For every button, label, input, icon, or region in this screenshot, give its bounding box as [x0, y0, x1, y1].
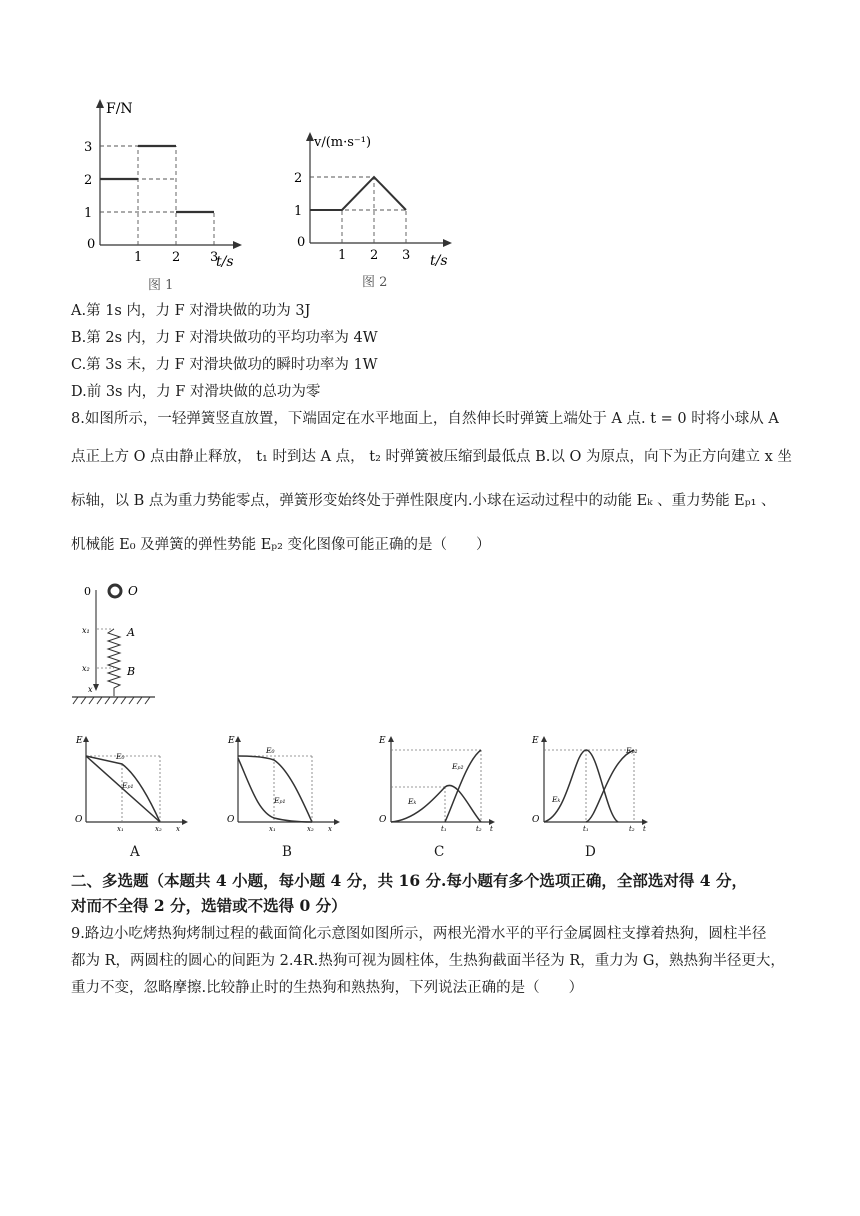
option-graph-d-label: D — [585, 844, 596, 860]
svg-text:A: A — [127, 626, 135, 639]
svg-text:E: E — [379, 736, 386, 746]
fig2-y-axis-label: v/(m·s⁻¹) — [314, 135, 372, 150]
option-graph-b — [224, 730, 344, 838]
fig2-origin: 0 — [297, 235, 306, 250]
svg-text:t₂: t₂ — [629, 825, 635, 833]
fig2-caption: 图 2 — [362, 275, 388, 290]
svg-text:x₁: x₁ — [82, 626, 90, 635]
svg-text:x₁: x₁ — [117, 825, 124, 833]
option-graph-a-label: A — [130, 844, 140, 860]
q8-text-line-3: 标轴，以 B 点为重力势能零点，弹簧形变始终处于弹性限度内.小球在运动过程中的动能 Eₖ 、重力势能 Eₚ₁ 、 — [71, 493, 776, 509]
fig1-y-axis-label: F/N — [106, 101, 133, 117]
x-tick-3: 3 — [210, 250, 219, 265]
x-tick-2: 2 — [172, 250, 181, 265]
q8-text-line-2: 点正上方 O 点由静止释放， t₁ 时到达 A 点， t₂ 时弹簧被压缩到最低点 B.以 O 为原点，向下为正方向建立 x 坐 — [71, 449, 792, 465]
svg-text:O: O — [227, 815, 235, 825]
section-2-heading-line-2: 对而不全得 2 分，选错或不选得 0 分） — [71, 896, 347, 915]
section-2-heading-line-1: 二、多选题（本题共 4 小题，每小题 4 分，共 16 分.每小题有多个选项正确，全部选对得 4 分， — [71, 871, 747, 890]
svg-text:Eₚ₁: Eₚ₁ — [122, 781, 134, 790]
x-tick-1: 1 — [338, 248, 347, 263]
fig1-origin: 0 — [87, 237, 96, 252]
svg-text:O: O — [128, 584, 138, 598]
q7-option-d: D.前 3s 内，力 F 对滑块做的总功为零 — [71, 384, 321, 400]
svg-text:Eₚ₂: Eₚ₂ — [452, 762, 464, 771]
q8-text-line-4: 机械能 E₀ 及弹簧的弹性势能 Eₚ₂ 变化图像可能正确的是（ ） — [71, 537, 491, 553]
fig1-x-axis-label: t/s — [216, 254, 234, 270]
q9-text-line-2: 都为 R，两圆柱的圆心的间距为 2.4R.热狗可视为圆柱体，生热狗截面半径为 R，重力为 G，熟热狗半径更大， — [71, 953, 785, 969]
x-tick-3: 3 — [402, 248, 411, 263]
svg-text:0: 0 — [84, 585, 91, 598]
x-tick-1: 1 — [134, 250, 143, 265]
svg-text:x₂: x₂ — [155, 825, 162, 833]
q7-option-b: B.第 2s 内，力 F 对滑块做功的平均功率为 4W — [71, 330, 378, 346]
svg-text:E: E — [76, 736, 83, 746]
svg-text:O: O — [532, 815, 540, 825]
q9-text-line-1: 9.路边小吃烤热狗烤制过程的截面简化示意图如图所示，两根光滑水平的平行金属圆柱支撑着热狗，圆柱半径 — [71, 926, 767, 942]
svg-text:t₁: t₁ — [441, 825, 447, 833]
svg-text:Eₖ: Eₖ — [552, 795, 561, 804]
y-tick-2: 2 — [294, 171, 303, 186]
figure-2-velocity-time-graph — [288, 128, 463, 296]
q8-text-line-1: 8.如图所示，一轻弹簧竖直放置，下端固定在水平地面上，自然伸长时弹簧上端处于 A 点. t = 0 时将小球从 A — [71, 411, 779, 427]
svg-text:Eₚ₁: Eₚ₁ — [274, 796, 286, 805]
q7-option-c: C.第 3s 末，力 F 对滑块做功的瞬时功率为 1W — [71, 357, 378, 373]
svg-text:x₂: x₂ — [307, 825, 314, 833]
fig2-x-axis-label: t/s — [430, 253, 448, 269]
y-tick-2: 2 — [84, 173, 93, 188]
q9-text-line-3: 重力不变，忽略摩擦.比较静止时的生热狗和熟热狗，下列说法正确的是（ ） — [71, 980, 584, 996]
svg-text:O: O — [379, 815, 387, 825]
option-graph-d — [528, 730, 653, 838]
svg-text:t: t — [490, 825, 493, 833]
spring-diagram — [70, 578, 165, 708]
svg-text:t: t — [643, 825, 646, 833]
fig2-plot-area — [294, 171, 410, 263]
y-tick-1: 1 — [84, 206, 93, 221]
svg-text:x: x — [176, 825, 180, 833]
option-graph-b-label: B — [282, 844, 292, 860]
svg-text:E: E — [532, 736, 539, 746]
fig1-caption: 图 1 — [148, 278, 174, 293]
option-graph-c — [375, 730, 500, 838]
svg-text:x₁: x₁ — [269, 825, 276, 833]
svg-text:Eₖ: Eₖ — [408, 797, 417, 806]
svg-text:x₂: x₂ — [82, 664, 90, 673]
svg-text:B: B — [127, 665, 136, 678]
option-graph-c-label: C — [434, 844, 445, 860]
svg-text:E₀: E₀ — [266, 746, 275, 755]
svg-text:E₀: E₀ — [116, 752, 125, 761]
ball — [109, 585, 121, 597]
svg-text:x: x — [328, 825, 332, 833]
svg-text:t₁: t₁ — [583, 825, 589, 833]
x-tick-2: 2 — [370, 248, 379, 263]
y-tick-1: 1 — [294, 204, 303, 219]
option-graph-a — [72, 730, 192, 838]
svg-text:O: O — [75, 815, 83, 825]
svg-text:x: x — [88, 685, 93, 694]
svg-text:E: E — [228, 736, 235, 746]
figure-1-force-time-graph — [78, 95, 248, 295]
svg-text:t₂: t₂ — [476, 825, 482, 833]
spring — [108, 629, 120, 696]
y-tick-3: 3 — [84, 140, 93, 155]
q7-option-a: A.第 1s 内，力 F 对滑块做的功为 3J — [71, 303, 311, 319]
svg-text:Eₚ₂: Eₚ₂ — [626, 746, 638, 755]
fig1-plot-area — [84, 140, 218, 265]
velocity-line — [310, 177, 406, 210]
